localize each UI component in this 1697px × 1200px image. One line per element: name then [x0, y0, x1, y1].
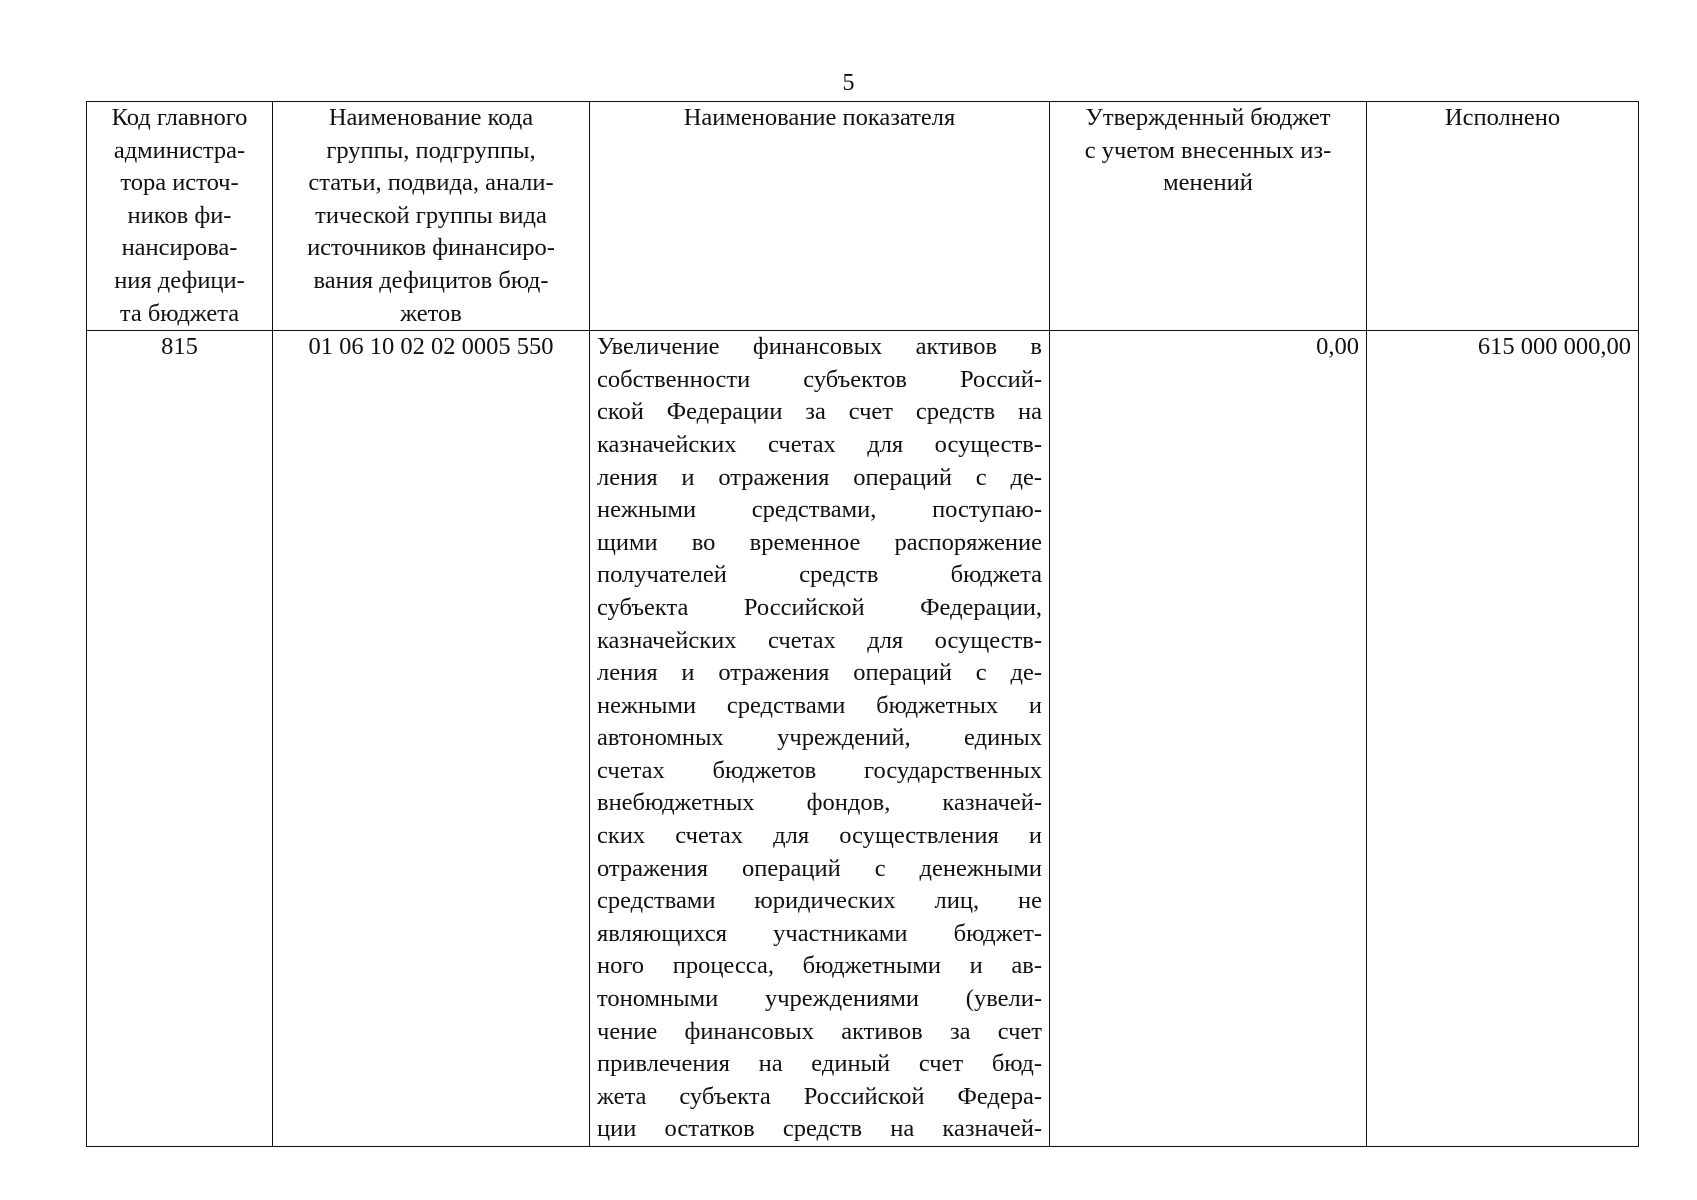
header-approved-budget: [1050, 102, 1367, 331]
header-indicator-name-text: Наименование показателя: [683, 104, 956, 131]
indicator-name-cell: [590, 331, 1050, 1147]
header-admin-code-text: Код главного администра- тора источ- ников фи- нансирова- ния дефици- та бюджета: [111, 104, 248, 327]
header-group-code-text: Наименование кода группы, подгруппы, статьи, подвида, анали- тической группы вида источников финансиро- вания дефицитов бюд- жетов: [307, 104, 555, 327]
indicator-description: Увеличение финансовых активов в собственности субъектов Россий- ской Федерации за счет средств на казначейских счетах для осуществ- ления и отражения операций с де- нежными средствами, поступаю- щими во временное распоряжение получателей средств бюджета субъекта Российской Федерации, казначейских счетах для осуществ- ления и отражения операций с де- нежными средствами бюджетных и автономных учреждений, единых счетах бюджетов государственных внебюджетных фондов, казначей- ских счетах для осуществления и отражения операций с денежными средствами юридических лиц, не являющихся участниками бюджет- ного процесса, бюджетными и ав- тономными учреждениями (увели- чение финансовых активов за счет привлечения на единый счет бюд- жета субъекта Российской Федера- ции остатков средств на казначей-: [597, 333, 1042, 1143]
header-admin-code: [87, 102, 273, 331]
header-indicator-name: [590, 102, 1050, 331]
page-number: 5: [842, 70, 855, 96]
budget-sources-table: [86, 101, 1639, 1147]
approved-budget-cell: 0,00: [1050, 331, 1367, 1147]
header-executed-text: Исполнено: [1444, 104, 1561, 131]
header-approved-budget-text: Утвержденный бюджет с учетом внесенных из- менений: [1084, 104, 1332, 197]
table-header-row: [87, 102, 1639, 331]
header-group-code: [273, 102, 590, 331]
executed-cell: 615 000 000,00: [1367, 331, 1639, 1147]
header-executed: [1367, 102, 1639, 331]
group-code-cell: 01 06 10 02 02 0005 550: [273, 331, 590, 1147]
admin-code-cell: 815: [87, 331, 273, 1147]
table-row: [87, 331, 1639, 1147]
